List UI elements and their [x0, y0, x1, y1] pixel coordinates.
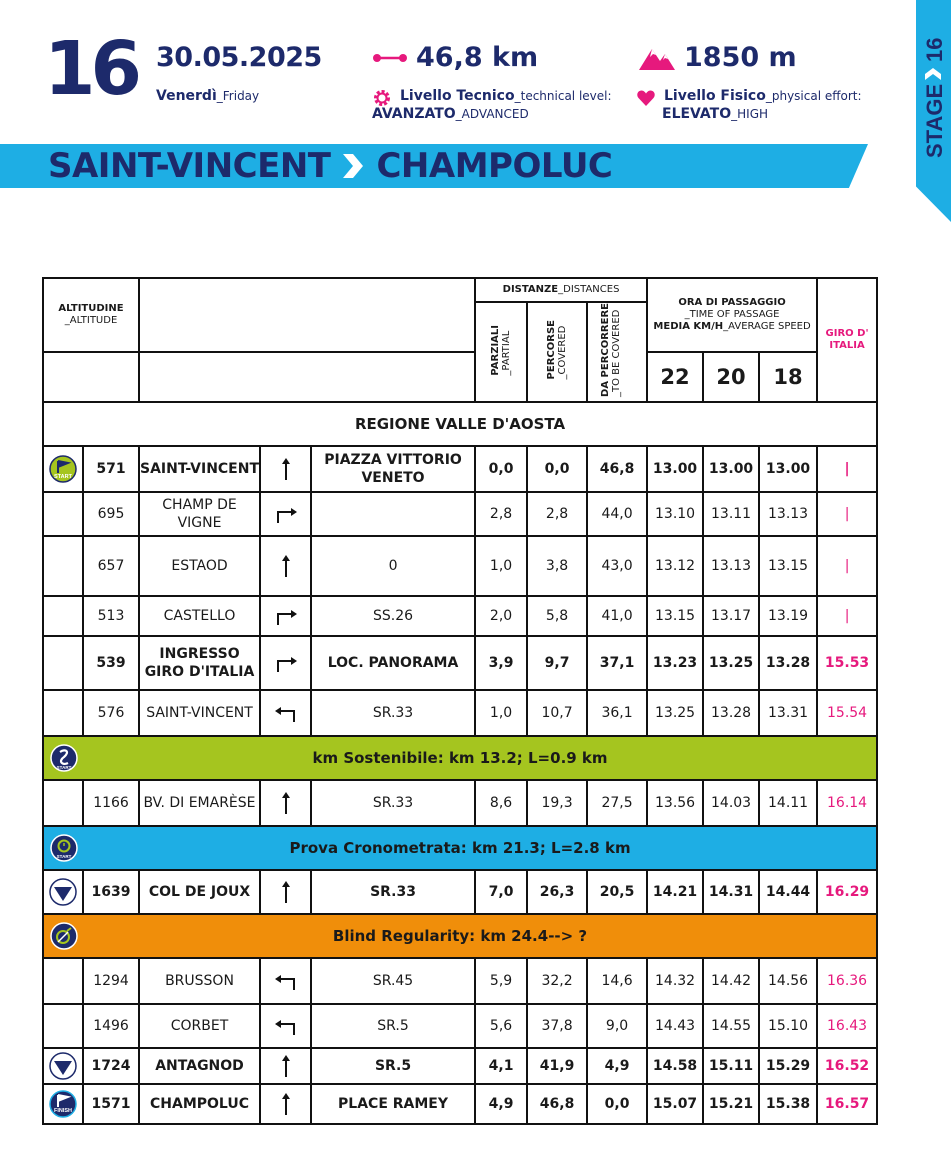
tobe-cell: 4,9 [587, 1048, 647, 1084]
partial-cell: 7,0 [475, 870, 527, 914]
giro-cell: | [817, 446, 877, 492]
arrow-turn-left-icon [273, 1013, 299, 1039]
time-18-cell: 14.11 [759, 780, 817, 826]
route-title [48, 146, 612, 186]
covered-cell: 32,2 [527, 958, 587, 1004]
section-band-row [43, 826, 877, 870]
partial-cell: 5,9 [475, 958, 527, 1004]
table-row [43, 958, 877, 1004]
location-cell: SAINT-VINCENT [139, 690, 260, 736]
arrow-straight-icon [273, 1053, 299, 1079]
giro-cell: 16.36 [817, 958, 877, 1004]
direction-cell [260, 636, 311, 690]
direction-cell [260, 1084, 311, 1124]
altitude-cell: 1166 [83, 780, 139, 826]
time-20-cell: 15.21 [703, 1084, 759, 1124]
covered-cell: 0,0 [527, 446, 587, 492]
giro-cell: | [817, 596, 877, 636]
time-22-cell: 13.23 [647, 636, 703, 690]
table-row [43, 1004, 877, 1048]
mountain-pass-icon [48, 877, 78, 907]
phys-value-it: ELEVATO [662, 106, 732, 122]
road-cell: SS.26 [311, 596, 475, 636]
tobe-header: DA PERCORRERE _TO BE COVERED [587, 302, 647, 402]
stage-side-number: 16 [922, 37, 947, 62]
distance-block [372, 42, 538, 73]
section-band [43, 826, 877, 870]
icon-cell [43, 536, 83, 596]
location-cell: CORBET [139, 1004, 260, 1048]
distance-value: 46,8 km [416, 42, 539, 73]
icon-cell [43, 1004, 83, 1048]
icon-cell [43, 780, 83, 826]
partial-cell: 0,0 [475, 446, 527, 492]
svg-text:START: START [56, 764, 72, 770]
altitude-cell: 1639 [83, 870, 139, 914]
arrow-turn-left-icon [273, 968, 299, 994]
time-22-cell: 14.21 [647, 870, 703, 914]
road-cell: PIAZZA VITTORIO VENETO [311, 446, 475, 492]
tech-label-en: _technical level: [514, 89, 612, 103]
table-row [43, 1048, 877, 1084]
section-band-text: Blind Regularity: km 24.4--> ? [332, 926, 588, 945]
partial-cell: 2,0 [475, 596, 527, 636]
arrow-straight-icon [273, 456, 299, 482]
arrow-straight-icon [273, 879, 299, 905]
elevation-block [638, 42, 797, 73]
icon-cell [43, 596, 83, 636]
svg-text:FINISH: FINISH [53, 1107, 73, 1114]
table-row [43, 446, 877, 492]
technical-level [372, 87, 612, 123]
location-cell: ESTAOD [139, 536, 260, 596]
covered-cell: 46,8 [527, 1084, 587, 1124]
finish-flag-icon [48, 1089, 78, 1119]
section-band-row [43, 914, 877, 958]
covered-cell: 41,9 [527, 1048, 587, 1084]
table-row [43, 870, 877, 914]
time-22-cell: 13.00 [647, 446, 703, 492]
covered-header: PERCORSE _COVERED [527, 302, 587, 402]
direction-cell [260, 536, 311, 596]
time-20-cell: 13.13 [703, 536, 759, 596]
tobe-cell: 41,0 [587, 596, 647, 636]
time-20-cell: 14.55 [703, 1004, 759, 1048]
road-cell: SR.33 [311, 690, 475, 736]
altitude-cell: 571 [83, 446, 139, 492]
giro-cell: | [817, 492, 877, 536]
road-cell: SR.45 [311, 958, 475, 1004]
tobe-cell: 46,8 [587, 446, 647, 492]
stopwatch-start-icon [49, 833, 79, 863]
altitude-cell: 1724 [83, 1048, 139, 1084]
table-row [43, 536, 877, 596]
day-it: Venerdì [156, 88, 217, 104]
arrow-turn-right-icon [273, 603, 299, 629]
time-20-cell: 13.25 [703, 636, 759, 690]
altitude-cell: 1571 [83, 1084, 139, 1124]
giro-cell: 16.43 [817, 1004, 877, 1048]
altitude-cell: 1294 [83, 958, 139, 1004]
tobe-cell: 9,0 [587, 1004, 647, 1048]
tobe-cell: 36,1 [587, 690, 647, 736]
time-22-cell: 13.12 [647, 536, 703, 596]
speed-18-header: 18 [759, 352, 817, 402]
time-20-cell: 13.17 [703, 596, 759, 636]
direction-cell [260, 690, 311, 736]
icon-cell [43, 870, 83, 914]
tech-value-it: AVANZATO [372, 106, 456, 122]
stage-side-label [918, 10, 948, 160]
section-band-text: km Sostenibile: km 13.2; L=0.9 km [312, 748, 608, 767]
location-cell: CHAMP DE VIGNE [139, 492, 260, 536]
blind-regularity-icon [49, 921, 79, 951]
time-18-cell: 13.15 [759, 536, 817, 596]
stage-day [156, 88, 259, 104]
time-20-cell: 15.11 [703, 1048, 759, 1084]
covered-cell: 9,7 [527, 636, 587, 690]
time-18-cell: 13.31 [759, 690, 817, 736]
icon-cell [43, 636, 83, 690]
tobe-cell: 44,0 [587, 492, 647, 536]
altitude-cell: 1496 [83, 1004, 139, 1048]
table-row [43, 636, 877, 690]
phys-label-en: _physical effort: [765, 89, 862, 103]
blank-header [139, 278, 475, 352]
covered-cell: 19,3 [527, 780, 587, 826]
direction-cell [260, 780, 311, 826]
location-cell: COL DE JOUX [139, 870, 260, 914]
tobe-cell: 0,0 [587, 1084, 647, 1124]
stage-side-text: STAGE [922, 83, 947, 158]
time-22-cell: 13.15 [647, 596, 703, 636]
arrow-straight-icon [273, 1091, 299, 1117]
location-cell: ANTAGNOD [139, 1048, 260, 1084]
road-cell [311, 492, 475, 536]
covered-cell: 26,3 [527, 870, 587, 914]
icon-cell [43, 492, 83, 536]
giro-cell: 16.57 [817, 1084, 877, 1124]
partial-cell: 4,9 [475, 1084, 527, 1124]
direction-cell [260, 1048, 311, 1084]
arrow-straight-icon [273, 553, 299, 579]
road-cell: SR.33 [311, 780, 475, 826]
location-cell: BRUSSON [139, 958, 260, 1004]
covered-cell: 10,7 [527, 690, 587, 736]
mountain-icon [638, 45, 676, 71]
speed-22-header: 22 [647, 352, 703, 402]
altitude-cell: 695 [83, 492, 139, 536]
time-18-cell: 15.29 [759, 1048, 817, 1084]
partial-cell: 3,9 [475, 636, 527, 690]
altitude-cell: 576 [83, 690, 139, 736]
section-band [43, 736, 877, 780]
location-cell: CASTELLO [139, 596, 260, 636]
covered-cell: 2,8 [527, 492, 587, 536]
time-18-cell: 14.44 [759, 870, 817, 914]
tech-label-it: Livello Tecnico [400, 88, 515, 104]
direction-cell [260, 596, 311, 636]
covered-cell: 5,8 [527, 596, 587, 636]
direction-cell [260, 492, 311, 536]
section-band-text: Prova Cronometrata: km 21.3; L=2.8 km [289, 838, 631, 857]
tobe-cell: 43,0 [587, 536, 647, 596]
direction-cell [260, 1004, 311, 1048]
partial-cell: 1,0 [475, 536, 527, 596]
time-18-cell: 15.10 [759, 1004, 817, 1048]
stage-date: 30.05.2025 [156, 42, 322, 73]
section-band [43, 914, 877, 958]
arrow-straight-icon [273, 790, 299, 816]
svg-text:START: START [56, 853, 72, 859]
gear-icon [372, 88, 392, 108]
day-en: _Friday [216, 89, 260, 103]
time-22-cell: 15.07 [647, 1084, 703, 1124]
tobe-cell: 27,5 [587, 780, 647, 826]
arrow-turn-left-icon [273, 700, 299, 726]
covered-cell: 37,8 [527, 1004, 587, 1048]
blank-header-pad [139, 352, 475, 402]
distances-header: DISTANZE_DISTANCES [475, 278, 647, 302]
tobe-cell: 14,6 [587, 958, 647, 1004]
table-row [43, 780, 877, 826]
svg-text:START: START [54, 473, 72, 480]
time-18-cell: 14.56 [759, 958, 817, 1004]
stage-side-chevron-icon [925, 68, 941, 80]
location-cell: SAINT-VINCENT [139, 446, 260, 492]
sustainable-start-icon [49, 743, 79, 773]
tobe-cell: 37,1 [587, 636, 647, 690]
table-row [43, 690, 877, 736]
time-18-cell: 13.19 [759, 596, 817, 636]
direction-cell [260, 446, 311, 492]
table-row [43, 1084, 877, 1124]
chevron-right-icon [340, 152, 366, 180]
icon-cell [43, 446, 83, 492]
road-cell: SR.5 [311, 1004, 475, 1048]
physical-level [636, 87, 862, 123]
location-cell: CHAMPOLUC [139, 1084, 260, 1124]
partial-cell: 2,8 [475, 492, 527, 536]
region-row: REGIONE VALLE D'AOSTA [43, 402, 877, 446]
time-22-cell: 13.56 [647, 780, 703, 826]
route-to: CHAMPOLUC [376, 146, 613, 186]
altitude-cell: 657 [83, 536, 139, 596]
giro-header: GIRO D' ITALIA [817, 278, 877, 402]
distance-icon [372, 48, 408, 68]
arrow-turn-right-icon [273, 501, 299, 527]
covered-cell: 3,8 [527, 536, 587, 596]
time-20-cell: 13.11 [703, 492, 759, 536]
time-22-cell: 14.58 [647, 1048, 703, 1084]
giro-cell: 15.53 [817, 636, 877, 690]
elevation-value: 1850 m [684, 42, 797, 73]
giro-cell: | [817, 536, 877, 596]
tobe-cell: 20,5 [587, 870, 647, 914]
giro-cell: 16.14 [817, 780, 877, 826]
partial-cell: 1,0 [475, 690, 527, 736]
time-header: ORA DI PASSAGGIO _TIME OF PASSAGE MEDIA KM/H_AVERAGE SPEED [647, 278, 817, 352]
table-row [43, 596, 877, 636]
icon-cell [43, 958, 83, 1004]
stage-number: 16 [44, 26, 137, 112]
route-from: SAINT-VINCENT [48, 146, 331, 186]
tech-value-en: _ADVANCED [455, 107, 529, 121]
partial-header: PARZIALI _PARTIAL [475, 302, 527, 402]
location-cell: BV. DI EMARÈSE [139, 780, 260, 826]
time-18-cell: 13.28 [759, 636, 817, 690]
start-flag-icon [48, 454, 78, 484]
time-18-cell: 13.13 [759, 492, 817, 536]
location-cell: INGRESSO GIRO D'ITALIA [139, 636, 260, 690]
time-20-cell: 13.00 [703, 446, 759, 492]
partial-cell: 8,6 [475, 780, 527, 826]
speed-20-header: 20 [703, 352, 759, 402]
arrow-turn-right-icon [273, 650, 299, 676]
road-cell: SR.5 [311, 1048, 475, 1084]
section-band-row [43, 736, 877, 780]
road-cell: SR.33 [311, 870, 475, 914]
icon-cell [43, 1048, 83, 1084]
altitude-header: ALTITUDINE _ALTITUDE [43, 278, 139, 352]
direction-cell [260, 958, 311, 1004]
giro-cell: 15.54 [817, 690, 877, 736]
time-20-cell: 14.03 [703, 780, 759, 826]
time-22-cell: 14.43 [647, 1004, 703, 1048]
road-cell: PLACE RAMEY [311, 1084, 475, 1124]
phys-value-en: _HIGH [731, 107, 769, 121]
heart-icon [636, 88, 656, 108]
time-20-cell: 13.28 [703, 690, 759, 736]
road-cell: 0 [311, 536, 475, 596]
time-22-cell: 14.32 [647, 958, 703, 1004]
altitude-cell: 539 [83, 636, 139, 690]
table-row [43, 492, 877, 536]
time-20-cell: 14.31 [703, 870, 759, 914]
roadbook-table [42, 277, 878, 1125]
partial-cell: 4,1 [475, 1048, 527, 1084]
direction-cell [260, 870, 311, 914]
time-18-cell: 13.00 [759, 446, 817, 492]
time-22-cell: 13.25 [647, 690, 703, 736]
icon-cell [43, 1084, 83, 1124]
altitude-header-pad [43, 352, 139, 402]
altitude-cell: 513 [83, 596, 139, 636]
time-18-cell: 15.38 [759, 1084, 817, 1124]
road-cell: LOC. PANORAMA [311, 636, 475, 690]
mountain-pass-icon [48, 1051, 78, 1081]
time-22-cell: 13.10 [647, 492, 703, 536]
icon-cell [43, 690, 83, 736]
giro-cell: 16.29 [817, 870, 877, 914]
partial-cell: 5,6 [475, 1004, 527, 1048]
time-20-cell: 14.42 [703, 958, 759, 1004]
phys-label-it: Livello Fisico [664, 88, 766, 104]
giro-cell: 16.52 [817, 1048, 877, 1084]
